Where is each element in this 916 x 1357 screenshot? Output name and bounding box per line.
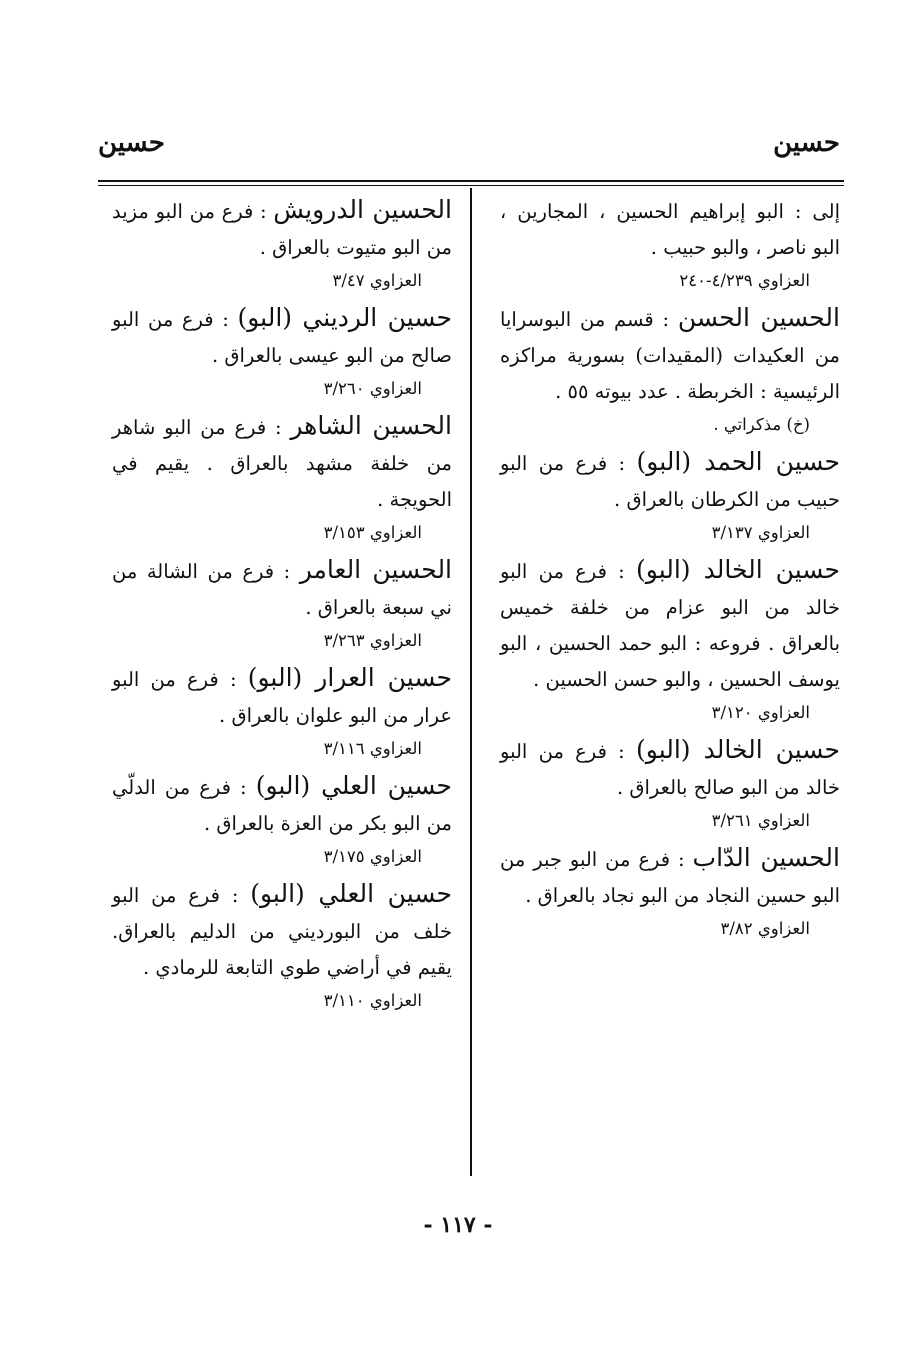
- entry-reference: العزاوي ٤/٢٣٩-٢٤٠: [679, 271, 810, 290]
- page-number: - ١١٧ -: [423, 1212, 493, 1238]
- dictionary-entry: [500, 840, 840, 944]
- entry-reference: العزاوي ٣/٢٦٣: [323, 631, 422, 650]
- entry-reference: العزاوي ٣/١١٦: [323, 739, 422, 758]
- left-column: [112, 192, 452, 1020]
- entry-text: : قسم من البوسرايا من العكيدات (المقيدات) بسورية مراكزه الرئيسية : الخربطة . عدد بيوته ٥٥ .: [500, 308, 840, 403]
- entry-headword: حسين الحمد (البو): [636, 447, 841, 476]
- right-column: [500, 192, 840, 948]
- entry-reference: العزاوي ٣/١٣٧: [711, 523, 810, 542]
- dictionary-entry: [112, 408, 452, 548]
- column-divider: [470, 188, 472, 1176]
- running-head-left: حسين: [98, 128, 165, 158]
- entry-text: : فرع من البو صالح من البو عيسى بالعراق .: [112, 308, 452, 367]
- entry-reference: العزاوي ٣/٨٢: [720, 919, 810, 938]
- dictionary-entry: [112, 552, 452, 656]
- entry-reference: العزاوي ٣/١١٠: [323, 991, 422, 1010]
- entry-headword: حسين العلي (البو): [250, 879, 452, 908]
- running-head-right: حسين: [773, 128, 840, 158]
- entry-headword: حسين العرار (البو): [247, 663, 452, 692]
- entry-text: : فرع من البو خلف من البورديني من الدليم بالعراق. يقيم في أراضي طوي التابعة للرمادي .: [112, 884, 452, 979]
- entry-text: : فرع من الدلّي من البو بكر من العزة بالعراق .: [112, 776, 452, 835]
- entry-headword: الحسين الدّاب: [692, 843, 840, 872]
- entry-headword: حسين الخالد (البو): [636, 555, 841, 584]
- dictionary-entry: [500, 552, 840, 728]
- dictionary-entry: [500, 732, 840, 836]
- entry-text: : فرع من البو حبيب من الكرطان بالعراق .: [500, 452, 840, 511]
- entry-headword: حسين الخالد (البو): [636, 735, 841, 764]
- dictionary-entry: [112, 300, 452, 404]
- entry-reference: العزاوي ٣/٤٧: [332, 271, 422, 290]
- dictionary-entry: [500, 192, 840, 296]
- entry-headword: حسين العلي (البو): [255, 771, 452, 800]
- entry-reference: العزاوي ٣/٢٦١: [711, 811, 810, 830]
- entry-headword: حسين الرديني (البو): [237, 303, 452, 332]
- dictionary-entry: [112, 660, 452, 764]
- header-rule-thin: [98, 185, 844, 186]
- entry-reference: (خ) مذكراتي .: [713, 415, 810, 434]
- entry-headword: الحسين الحسن: [677, 303, 840, 332]
- dictionary-entry: [500, 300, 840, 440]
- dictionary-entry: [112, 876, 452, 1016]
- dictionary-entry: [112, 192, 452, 296]
- entry-text: : فرع من الشالة من ني سبعة بالعراق .: [112, 560, 452, 619]
- entry-reference: العزاوي ٣/١٢٠: [711, 703, 810, 722]
- entry-reference: العزاوي ٣/١٧٥: [323, 847, 422, 866]
- entry-text: : فرع من البو خالد من البو صالح بالعراق .: [500, 740, 840, 799]
- header-rule: [98, 180, 844, 182]
- entry-reference: العزاوي ٣/٢٦٠: [323, 379, 422, 398]
- entry-text: : فرع من البو شاهر من خلفة مشهد بالعراق . يقيم في الحويجة .: [112, 416, 452, 511]
- dictionary-entry: [500, 444, 840, 548]
- entry-text: : فرع من البو خالد من البو عزام من خلفة خميس بالعراق . فروعه : البو حمد الحسين ، البو يوسف الحسين ، والبو حسن الحسين .: [500, 560, 840, 691]
- entry-headword: الحسين العامر: [299, 555, 453, 584]
- entry-text: إلى : البو إبراهيم الحسين ، المجارين ، البو ناصر ، والبو حبيب .: [500, 200, 840, 259]
- entry-text: : فرع من البو عرار من البو علوان بالعراق .: [112, 668, 452, 727]
- entry-headword: الحسين الدرويش: [273, 195, 452, 224]
- entry-reference: العزاوي ٣/١٥٣: [323, 523, 422, 542]
- entry-text: : فرع من البو مزيد من البو متيوت بالعراق .: [112, 200, 452, 259]
- entry-headword: الحسين الشاهر: [290, 411, 452, 440]
- dictionary-entry: [112, 768, 452, 872]
- entry-text: : فرع من البو جبر من البو حسين النجاد من البو نجاد بالعراق .: [500, 848, 840, 907]
